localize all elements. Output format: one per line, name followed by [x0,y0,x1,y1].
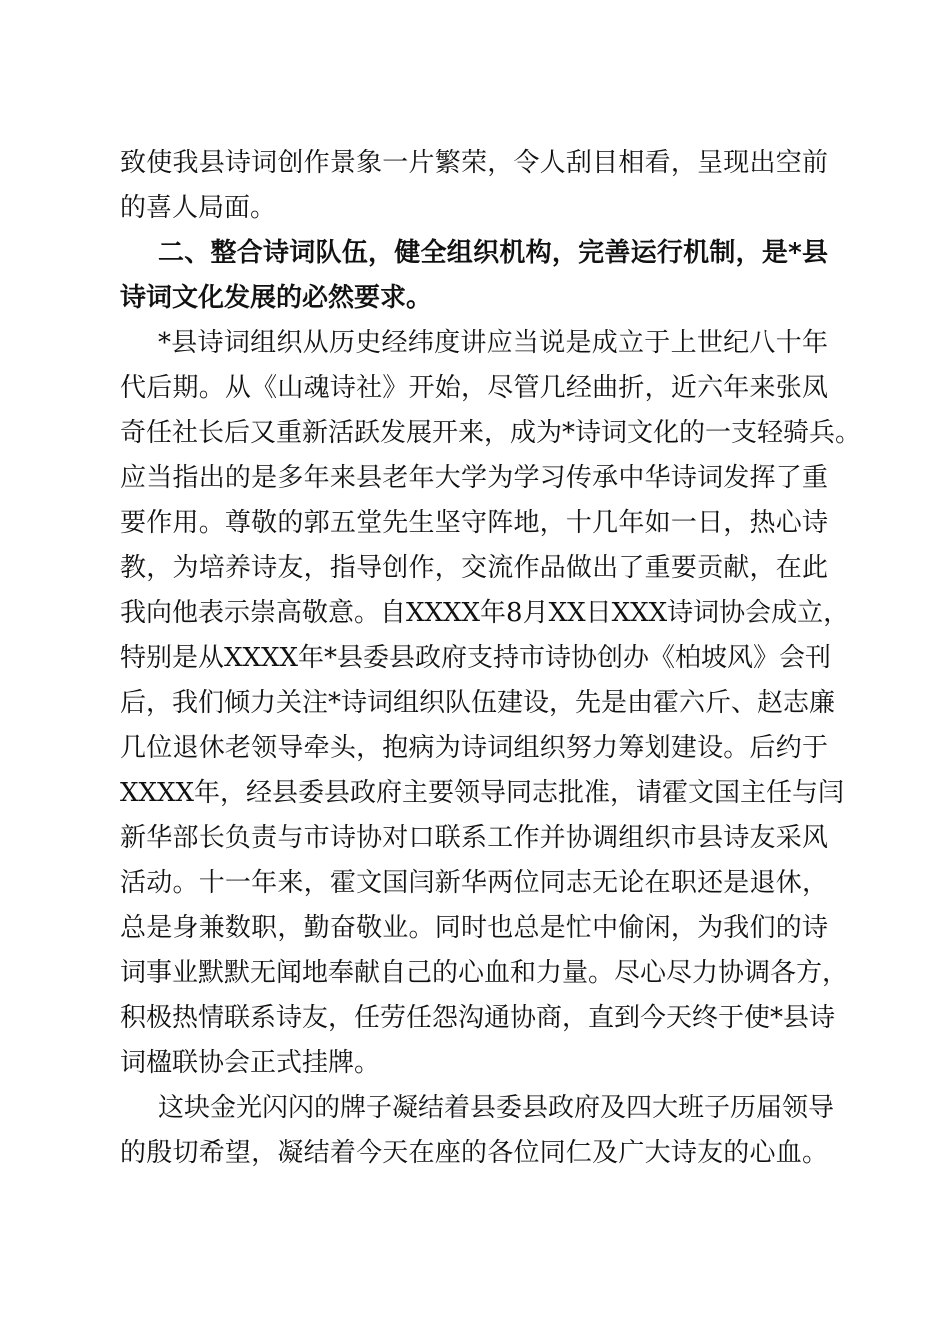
body-line: 的殷切希望，凝结着今天在座的各位同仁及广大诗友的心血。 [120,1138,828,1168]
body-line: 代后期。从《山魂诗社》开始，尽管几经曲折，近六年来张凤 [120,373,828,403]
body-line: 词楹联协会正式挂牌。 [120,1048,381,1078]
body-line: 新华部长负责与市诗协对口联系工作并协调组织市县诗友采风 [120,823,828,853]
body-line: 奇任社长后又重新活跃发展开来，成为*诗词文化的一支轻骑兵。 [120,418,862,448]
body-line: 的喜人局面。 [120,193,277,223]
body-line: 积极热情联系诗友，任劳任怨沟通协商，直到今天终于使*县诗 [120,1003,836,1033]
body-line: 我向他表示崇高敬意。自XXXX年8月XX日XXX诗词协会成立， [120,598,850,628]
body-line: *县诗词组织从历史经纬度讲应当说是成立于上世纪八十年 [158,328,828,358]
body-line: 这块金光闪闪的牌子凝结着县委县政府及四大班子历届领导 [158,1093,835,1123]
body-line: 应当指出的是多年来县老年大学为学习传承中华诗词发挥了重 [120,463,828,493]
body-line: 要作用。尊敬的郭五堂先生坚守阵地，十几年如一日，热心诗 [120,508,828,538]
body-line: 几位退休老领导牵头，抱病为诗词组织努力筹划建设。后约于 [120,733,828,763]
body-line: 活动。十一年来，霍文国闫新华两位同志无论在职还是退休， [120,868,828,898]
body-line: 后，我们倾力关注*诗词组织队伍建设，先是由霍六斤、赵志廉 [120,688,836,718]
body-line: 致使我县诗词创作景象一片繁荣，令人刮目相看，呈现出空前 [120,148,828,178]
body-line: XXXX年，经县委县政府主要领导同志批准，请霍文国主任与闫 [120,778,845,808]
body-line: 总是身兼数职，勤奋敬业。同时也总是忙中偷闲，为我们的诗 [120,913,828,943]
body-line: 词事业默默无闻地奉献自己的心血和力量。尽心尽力协调各方， [120,958,849,988]
body-line: 特别是从XXXX年*县委县政府支持市诗协创办《柏坡风》会刊 [120,643,832,673]
section-heading-line: 二、整合诗词队伍，健全组织机构，完善运行机制，是*县 [158,238,828,268]
body-line: 教，为培养诗友，指导创作，交流作品做出了重要贡献，在此 [120,553,828,583]
section-heading-line: 诗词文化发展的必然要求。 [120,283,433,313]
